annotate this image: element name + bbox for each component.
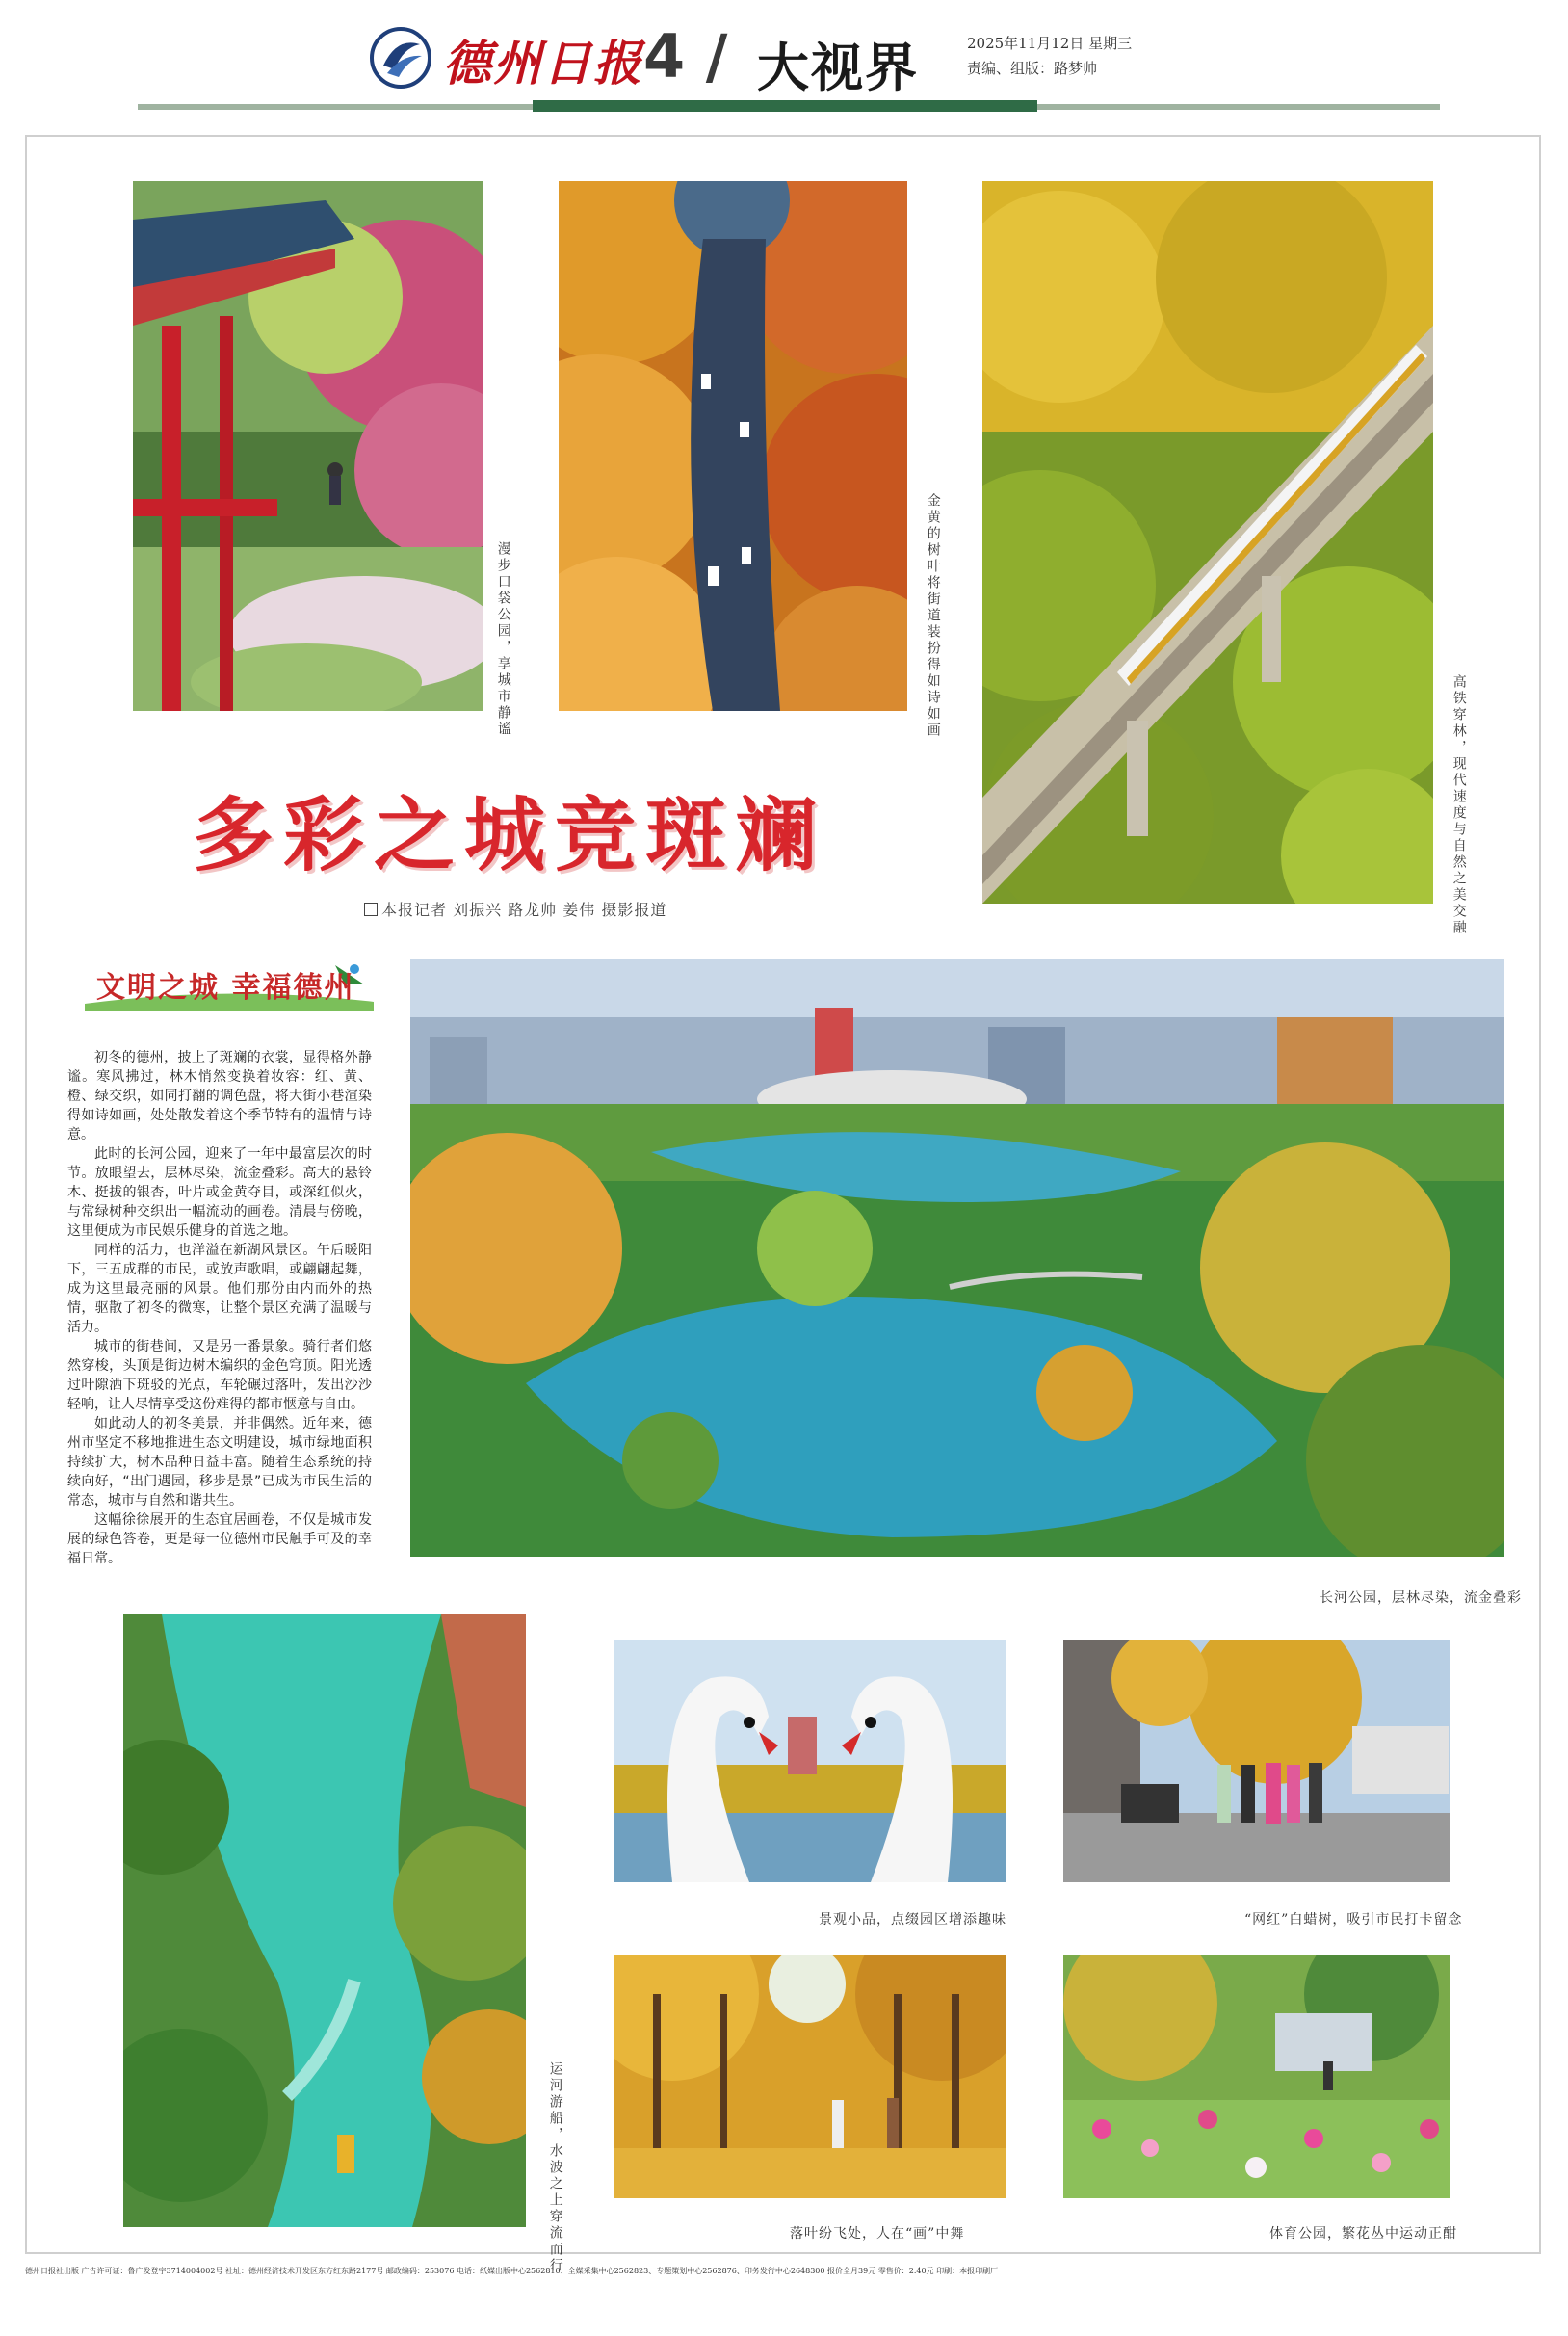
article-paragraph: 同样的活力，也洋溢在新湖风景区。午后暖阳下，三五成群的市民，或放声歌唱，或翩翩起舞，成为这里最亮丽的风景。他们那份由内而外的热情，驱散了初冬的微寒，让整个景区充满了温暖与活力。: [67, 1243, 372, 1335]
bullet-train-photo: [982, 181, 1433, 904]
ginkgo-grove-photo: [614, 1955, 1006, 2198]
article-paragraph: 城市的街巷间，又是另一番景象。骑行者们悠然穿梭，头顶是街边树木编织的金色穹顶。阳光透过叶隙洒下斑驳的光点，车轮碾过落叶，发出沙沙轻响，让人尽情享受这份难得的都市惬意与自由。: [67, 1339, 372, 1412]
sports-park-flowers-caption: 体育公园，繁花丛中运动正酣: [1269, 2226, 1457, 2242]
section-name: 大视界: [757, 38, 919, 98]
pavilion-caption: 漫步口袋公园，享城市静谧: [495, 541, 511, 738]
canal-boat-caption: 运河游船，水波之上穿流而行: [547, 2061, 563, 2274]
byline-text: 本报记者 刘振兴 路龙帅 姜伟 摄影报道: [381, 901, 667, 919]
page-title: 多彩之城竞斑斓: [193, 788, 827, 882]
newspaper-logo-icon: [370, 27, 431, 89]
bullet-train-caption: 高铁穿林，现代速度与自然之美交融: [1450, 674, 1467, 936]
article-paragraph: 初冬的德州，披上了斑斓的衣裳，显得格外静谧。寒风拂过，林木悄然变换着妆容：红、黄、橙、绿交织，如同打翻的调色盘，将大街小巷渲染得如诗如画，处处散发着这个季节特有的温情与诗意。: [67, 1050, 372, 1142]
page-number-value: 4: [643, 21, 686, 92]
ash-tree-street-caption: “网红”白蜡树，吸引市民打卡留念: [1244, 1912, 1463, 1928]
header-rule-center: [533, 100, 1037, 112]
editor-credit: 责编、组版：路梦帅: [967, 60, 1098, 77]
byline: [364, 898, 666, 920]
changhe-park-photo: [410, 959, 1504, 1557]
article-body: [67, 1048, 372, 1568]
banner-title: 文明之城 幸福德州: [96, 971, 355, 1005]
article-paragraph: 这幅徐徐展开的生态宜居画卷，不仅是城市发展的绿色答卷，更是每一位德州市民触手可及的幸福日常。: [67, 1512, 372, 1566]
publication-footer: 德州日报社出版 广告许可证：鲁广发登字3714004002号 社址：德州经济技术开发区东方红东路2177号 邮政编码：253076 电话：纸媒出版中心2562810、全媒采集中心2562823、专题策划中心2562876、印务发行中心2648300 报价全月39元 零售价：2.40元 印刷：本报印刷厂: [25, 2267, 999, 2275]
newspaper-name: 德州日报: [443, 35, 643, 92]
byline-box-icon: [364, 903, 378, 916]
canal-boat-photo: [123, 1614, 526, 2227]
article-paragraph: 如此动人的初冬美景，并非偶然。近年来，德州市坚定不移地推进生态文明建设，城市绿地面积持续扩大，树木品种日益丰富。随着生态系统的持续向好，“出门遇园，移步是景”已成为市民生活的常态，城市与自然和谐共生。: [67, 1416, 372, 1509]
issue-date: 2025年11月12日 星期三: [967, 35, 1133, 52]
page-number: [643, 21, 727, 92]
pavilion-photo: [133, 181, 483, 711]
changhe-park-caption: 长河公园，层林尽染，流金叠彩: [1320, 1590, 1522, 1606]
swan-sculpture-caption: 景观小品，点缀园区增添趣味: [819, 1912, 1006, 1928]
article-paragraph: 此时的长河公园，迎来了一年中最富层次的时节。放眼望去，层林尽染，流金叠彩。高大的悬铃木、挺拔的银杏，叶片或金黄夺目，或深红似火，与常绿树种交织出一幅流动的画卷。清晨与傍晚，这里便成为市民娱乐健身的首选之地。: [67, 1146, 372, 1239]
ash-tree-street-photo: [1063, 1640, 1450, 1882]
page-number-slash: /: [705, 21, 728, 92]
ginkgo-grove-caption: 落叶纷飞处，人在“画”中舞: [790, 2226, 965, 2242]
golden-road-photo: [559, 181, 907, 711]
golden-road-caption: 金黄的树叶将街道装扮得如诗如画: [925, 493, 941, 739]
sports-park-flowers-photo: [1063, 1955, 1450, 2198]
header-rule-right: [1037, 104, 1440, 110]
header-rule-left: [138, 104, 533, 110]
swan-sculpture-photo: [614, 1640, 1006, 1882]
